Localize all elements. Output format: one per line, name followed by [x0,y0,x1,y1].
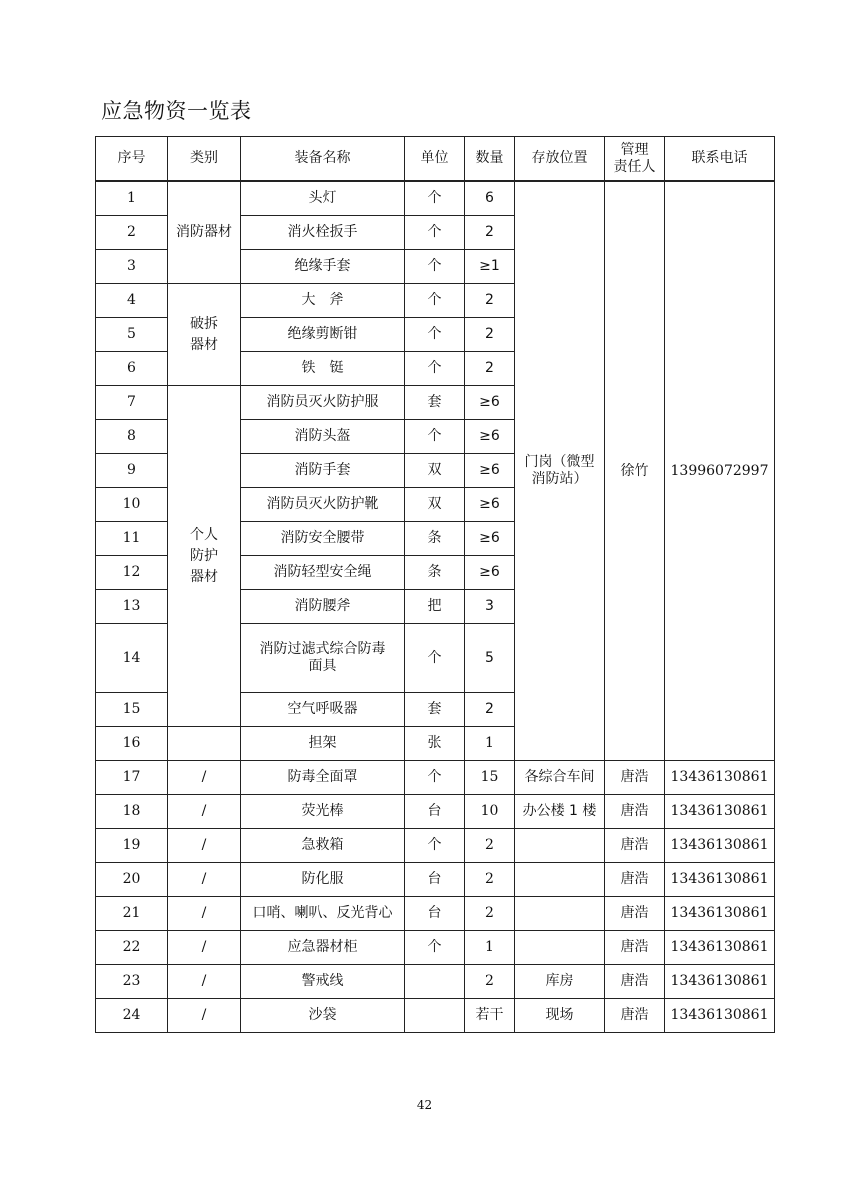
item-name-cell: 消防手套 [241,454,405,488]
table-row [96,181,775,216]
quantity-cell: ≥6 [465,420,515,454]
quantity-cell: 2 [465,693,515,727]
item-name-cell: 消防腰斧 [241,590,405,624]
row-number-cell: 22 [96,931,168,965]
item-name-cell-line: 面具 [308,658,337,674]
quantity-cell: 若干 [465,999,515,1033]
table-body [96,181,775,1033]
item-name-cell: 防毒全面罩 [241,761,405,795]
header-no: 序号 [96,137,168,182]
category-cell: / [168,897,241,931]
quantity-cell: 3 [465,590,515,624]
header-manager [605,137,665,182]
location-cell: 办公楼 1 楼 [515,795,605,829]
table-row [96,965,775,999]
phone-cell: 13436130861 [665,795,775,829]
quantity-cell: 2 [465,863,515,897]
header-manager-line: 责任人 [613,158,656,175]
phone-cell: 13436130861 [665,965,775,999]
unit-cell: 台 [405,795,465,829]
row-number-cell: 1 [96,181,168,216]
item-name-cell: 防化服 [241,863,405,897]
phone-cell: 13436130861 [665,863,775,897]
category-cell: / [168,829,241,863]
unit-cell: 套 [405,386,465,420]
location-cell [515,863,605,897]
category-cell: / [168,931,241,965]
row-number-cell: 11 [96,522,168,556]
item-name-cell: 口哨、喇叭、反光背心 [241,897,405,931]
table-row [96,829,775,863]
quantity-cell: 2 [465,284,515,318]
unit-cell: 张 [405,727,465,761]
header-unit: 单位 [405,137,465,182]
table-row [96,999,775,1033]
row-number-cell: 20 [96,863,168,897]
quantity-cell: ≥6 [465,386,515,420]
unit-cell: 个 [405,181,465,216]
unit-cell [405,999,465,1033]
quantity-cell: 1 [465,727,515,761]
table-row [96,863,775,897]
unit-cell: 个 [405,352,465,386]
item-name-cell: 绝缘手套 [241,250,405,284]
location-cell-line: 消防站） [531,471,588,487]
location-cell [515,181,605,761]
phone-cell: 13996072997 [665,181,775,761]
row-number-cell: 23 [96,965,168,999]
item-name-cell: 应急器材柜 [241,931,405,965]
category-cell-line: 器材 [190,336,218,353]
manager-cell: 唐浩 [605,965,665,999]
unit-cell: 个 [405,318,465,352]
manager-cell: 唐浩 [605,829,665,863]
table-row [96,761,775,795]
category-cell-line: 个人 [190,526,218,543]
header-location: 存放位置 [515,137,605,182]
header-category: 类别 [168,137,241,182]
item-name-cell: 消防安全腰带 [241,522,405,556]
row-number-cell: 24 [96,999,168,1033]
item-name-cell: 头灯 [241,181,405,216]
quantity-cell: ≥6 [465,454,515,488]
category-cell [168,727,241,761]
row-number-cell: 17 [96,761,168,795]
unit-cell: 个 [405,761,465,795]
header-name: 装备名称 [241,137,405,182]
unit-cell: 个 [405,284,465,318]
item-name-cell: 大 斧 [241,284,405,318]
manager-cell: 唐浩 [605,795,665,829]
category-cell-line: 防护 [190,547,218,564]
page-number: 42 [416,1098,433,1112]
category-cell: 消防器材 [168,181,241,284]
item-name-cell: 消火栓扳手 [241,216,405,250]
category-cell [168,386,241,727]
unit-cell: 个 [405,624,465,693]
quantity-cell: 15 [465,761,515,795]
row-number-cell: 8 [96,420,168,454]
header-qty: 数量 [465,137,515,182]
table-row [96,931,775,965]
phone-cell: 13436130861 [665,829,775,863]
row-number-cell: 7 [96,386,168,420]
row-number-cell: 18 [96,795,168,829]
row-number-cell: 9 [96,454,168,488]
unit-cell: 台 [405,897,465,931]
item-name-cell: 绝缘剪断钳 [241,318,405,352]
location-cell [515,897,605,931]
manager-cell: 徐竹 [605,181,665,761]
category-cell-line: 破拆 [190,315,218,332]
header-phone: 联系电话 [665,137,775,182]
item-name-cell: 消防头盔 [241,420,405,454]
phone-cell: 13436130861 [665,931,775,965]
category-cell: / [168,761,241,795]
table-row [96,897,775,931]
quantity-cell: 2 [465,829,515,863]
unit-cell: 个 [405,250,465,284]
item-name-cell: 沙袋 [241,999,405,1033]
manager-cell: 唐浩 [605,897,665,931]
item-name-cell: 空气呼吸器 [241,693,405,727]
category-cell: / [168,863,241,897]
row-number-cell: 16 [96,727,168,761]
row-number-cell: 19 [96,829,168,863]
quantity-cell: 2 [465,352,515,386]
unit-cell: 双 [405,454,465,488]
quantity-cell: ≥6 [465,488,515,522]
phone-cell: 13436130861 [665,897,775,931]
quantity-cell: 6 [465,181,515,216]
page-title: 应急物资一览表 [101,99,252,123]
unit-cell: 台 [405,863,465,897]
header-row [96,137,775,182]
item-name-cell: 警戒线 [241,965,405,999]
location-cell-line: 门岗（微型 [524,454,595,470]
item-name-cell: 急救箱 [241,829,405,863]
row-number-cell: 10 [96,488,168,522]
manager-cell: 唐浩 [605,999,665,1033]
item-name-cell: 铁 铤 [241,352,405,386]
phone-cell: 13436130861 [665,999,775,1033]
category-cell: / [168,965,241,999]
row-number-cell: 14 [96,624,168,693]
row-number-cell: 3 [96,250,168,284]
location-cell: 库房 [515,965,605,999]
item-name-cell: 荧光棒 [241,795,405,829]
item-name-cell [241,624,405,693]
location-cell: 现场 [515,999,605,1033]
phone-cell: 13436130861 [665,761,775,795]
quantity-cell: ≥1 [465,250,515,284]
quantity-cell: ≥6 [465,522,515,556]
quantity-cell: 1 [465,931,515,965]
quantity-cell: ≥6 [465,556,515,590]
item-name-cell-line: 消防过滤式综合防毒 [259,641,386,657]
row-number-cell: 4 [96,284,168,318]
row-number-cell: 6 [96,352,168,386]
quantity-cell: 2 [465,897,515,931]
quantity-cell: 2 [465,216,515,250]
unit-cell: 条 [405,556,465,590]
category-cell: / [168,999,241,1033]
manager-cell: 唐浩 [605,863,665,897]
item-name-cell: 消防轻型安全绳 [241,556,405,590]
unit-cell: 把 [405,590,465,624]
unit-cell: 个 [405,216,465,250]
category-cell [168,284,241,386]
row-number-cell: 15 [96,693,168,727]
item-name-cell: 消防员灭火防护服 [241,386,405,420]
row-number-cell: 2 [96,216,168,250]
row-number-cell: 13 [96,590,168,624]
location-cell [515,931,605,965]
unit-cell: 个 [405,931,465,965]
category-cell: / [168,795,241,829]
quantity-cell: 2 [465,318,515,352]
unit-cell: 双 [405,488,465,522]
location-cell [515,829,605,863]
manager-cell: 唐浩 [605,761,665,795]
unit-cell: 个 [405,829,465,863]
row-number-cell: 21 [96,897,168,931]
item-name-cell: 担架 [241,727,405,761]
category-cell-line: 器材 [190,568,218,585]
table-row [96,795,775,829]
header-manager-line: 管理 [620,141,649,158]
quantity-cell: 2 [465,965,515,999]
emergency-supplies-table [95,136,775,1033]
row-number-cell: 12 [96,556,168,590]
quantity-cell: 5 [465,624,515,693]
item-name-cell: 消防员灭火防护靴 [241,488,405,522]
location-cell: 各综合车间 [515,761,605,795]
unit-cell: 套 [405,693,465,727]
manager-cell: 唐浩 [605,931,665,965]
row-number-cell: 5 [96,318,168,352]
unit-cell [405,965,465,999]
unit-cell: 个 [405,420,465,454]
unit-cell: 条 [405,522,465,556]
quantity-cell: 10 [465,795,515,829]
